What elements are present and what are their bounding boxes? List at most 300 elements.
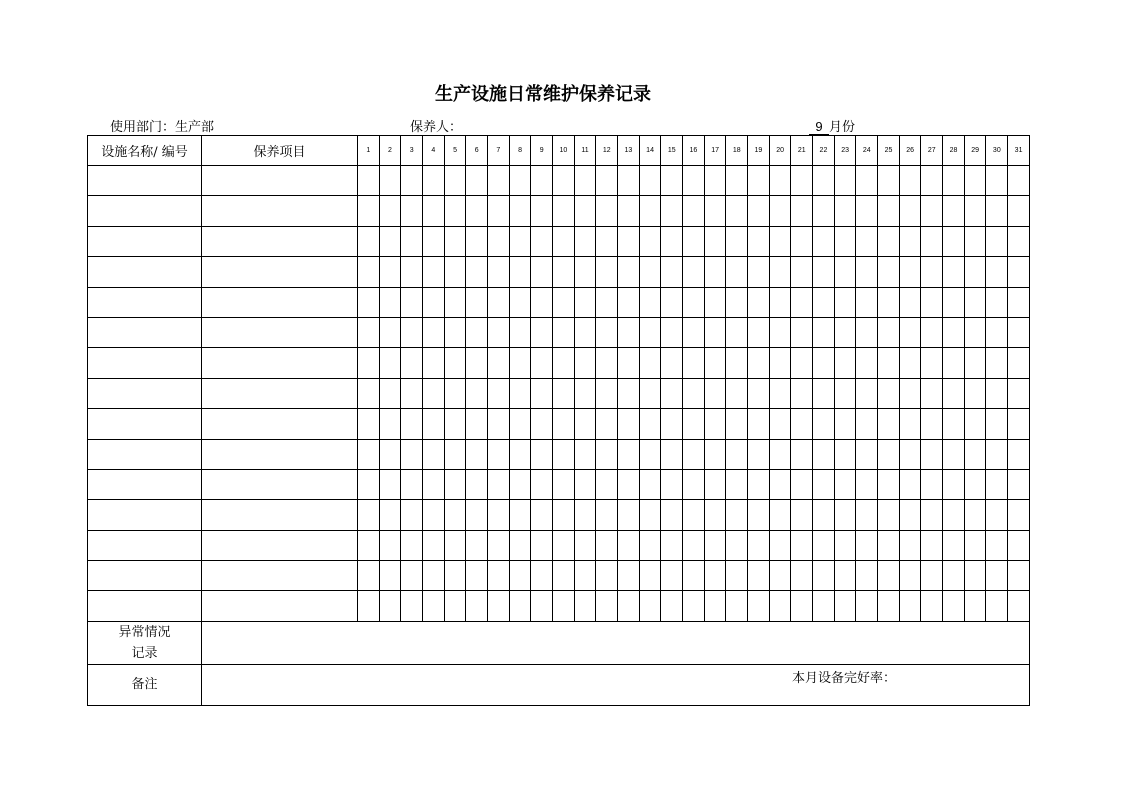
day-check-cell[interactable]	[943, 226, 965, 256]
day-check-cell[interactable]	[769, 500, 791, 530]
day-check-cell[interactable]	[444, 257, 466, 287]
day-check-cell[interactable]	[856, 378, 878, 408]
day-check-cell[interactable]	[964, 439, 986, 469]
day-check-cell[interactable]	[899, 287, 921, 317]
day-check-cell[interactable]	[596, 378, 618, 408]
day-check-cell[interactable]	[444, 348, 466, 378]
day-check-cell[interactable]	[683, 500, 705, 530]
day-check-cell[interactable]	[531, 226, 553, 256]
day-check-cell[interactable]	[423, 257, 445, 287]
day-check-cell[interactable]	[531, 166, 553, 196]
day-check-cell[interactable]	[618, 226, 640, 256]
day-check-cell[interactable]	[639, 348, 661, 378]
day-check-cell[interactable]	[878, 287, 900, 317]
day-check-cell[interactable]	[726, 257, 748, 287]
day-check-cell[interactable]	[531, 439, 553, 469]
day-check-cell[interactable]	[423, 591, 445, 621]
day-check-cell[interactable]	[379, 196, 401, 226]
day-check-cell[interactable]	[618, 166, 640, 196]
day-check-cell[interactable]	[899, 500, 921, 530]
day-check-cell[interactable]	[379, 591, 401, 621]
day-check-cell[interactable]	[921, 226, 943, 256]
day-check-cell[interactable]	[899, 257, 921, 287]
day-check-cell[interactable]	[834, 348, 856, 378]
day-check-cell[interactable]	[423, 348, 445, 378]
day-check-cell[interactable]	[726, 378, 748, 408]
day-check-cell[interactable]	[813, 591, 835, 621]
day-check-cell[interactable]	[574, 561, 596, 591]
day-check-cell[interactable]	[683, 166, 705, 196]
day-check-cell[interactable]	[401, 439, 423, 469]
day-check-cell[interactable]	[964, 530, 986, 560]
day-check-cell[interactable]	[509, 348, 531, 378]
day-check-cell[interactable]	[856, 469, 878, 499]
day-check-cell[interactable]	[943, 500, 965, 530]
day-check-cell[interactable]	[509, 409, 531, 439]
day-check-cell[interactable]	[596, 591, 618, 621]
day-check-cell[interactable]	[466, 196, 488, 226]
day-check-cell[interactable]	[423, 439, 445, 469]
day-check-cell[interactable]	[509, 257, 531, 287]
day-check-cell[interactable]	[856, 409, 878, 439]
day-check-cell[interactable]	[899, 166, 921, 196]
day-check-cell[interactable]	[748, 317, 770, 347]
day-check-cell[interactable]	[444, 530, 466, 560]
day-check-cell[interactable]	[574, 530, 596, 560]
remark-field[interactable]	[202, 664, 1030, 705]
day-check-cell[interactable]	[704, 561, 726, 591]
facility-name-cell[interactable]	[88, 196, 202, 226]
day-check-cell[interactable]	[899, 530, 921, 560]
day-check-cell[interactable]	[423, 561, 445, 591]
day-check-cell[interactable]	[488, 469, 510, 499]
day-check-cell[interactable]	[899, 561, 921, 591]
day-check-cell[interactable]	[661, 348, 683, 378]
day-check-cell[interactable]	[964, 287, 986, 317]
day-check-cell[interactable]	[899, 378, 921, 408]
day-check-cell[interactable]	[856, 196, 878, 226]
day-check-cell[interactable]	[856, 317, 878, 347]
day-check-cell[interactable]	[639, 166, 661, 196]
day-check-cell[interactable]	[661, 196, 683, 226]
day-check-cell[interactable]	[466, 287, 488, 317]
day-check-cell[interactable]	[726, 500, 748, 530]
day-check-cell[interactable]	[834, 500, 856, 530]
day-check-cell[interactable]	[791, 196, 813, 226]
facility-name-cell[interactable]	[88, 591, 202, 621]
day-check-cell[interactable]	[986, 257, 1008, 287]
day-check-cell[interactable]	[509, 561, 531, 591]
day-check-cell[interactable]	[596, 317, 618, 347]
day-check-cell[interactable]	[921, 378, 943, 408]
day-check-cell[interactable]	[488, 317, 510, 347]
day-check-cell[interactable]	[488, 561, 510, 591]
day-check-cell[interactable]	[899, 196, 921, 226]
day-check-cell[interactable]	[596, 409, 618, 439]
day-check-cell[interactable]	[596, 348, 618, 378]
day-check-cell[interactable]	[683, 257, 705, 287]
day-check-cell[interactable]	[704, 378, 726, 408]
maintenance-item-cell[interactable]	[202, 196, 358, 226]
day-check-cell[interactable]	[813, 500, 835, 530]
day-check-cell[interactable]	[661, 409, 683, 439]
day-check-cell[interactable]	[683, 591, 705, 621]
day-check-cell[interactable]	[509, 287, 531, 317]
day-check-cell[interactable]	[878, 439, 900, 469]
day-check-cell[interactable]	[531, 196, 553, 226]
day-check-cell[interactable]	[769, 530, 791, 560]
day-check-cell[interactable]	[574, 409, 596, 439]
day-check-cell[interactable]	[639, 500, 661, 530]
day-check-cell[interactable]	[791, 591, 813, 621]
day-check-cell[interactable]	[488, 287, 510, 317]
day-check-cell[interactable]	[791, 439, 813, 469]
day-check-cell[interactable]	[379, 287, 401, 317]
day-check-cell[interactable]	[726, 348, 748, 378]
day-check-cell[interactable]	[813, 469, 835, 499]
day-check-cell[interactable]	[813, 561, 835, 591]
maintenance-item-cell[interactable]	[202, 226, 358, 256]
day-check-cell[interactable]	[466, 530, 488, 560]
day-check-cell[interactable]	[509, 591, 531, 621]
day-check-cell[interactable]	[704, 591, 726, 621]
day-check-cell[interactable]	[553, 287, 575, 317]
day-check-cell[interactable]	[574, 500, 596, 530]
day-check-cell[interactable]	[531, 287, 553, 317]
day-check-cell[interactable]	[618, 257, 640, 287]
day-check-cell[interactable]	[379, 439, 401, 469]
day-check-cell[interactable]	[466, 257, 488, 287]
day-check-cell[interactable]	[791, 561, 813, 591]
day-check-cell[interactable]	[639, 469, 661, 499]
day-check-cell[interactable]	[921, 561, 943, 591]
day-check-cell[interactable]	[358, 500, 380, 530]
day-check-cell[interactable]	[769, 591, 791, 621]
day-check-cell[interactable]	[444, 591, 466, 621]
day-check-cell[interactable]	[986, 378, 1008, 408]
day-check-cell[interactable]	[553, 409, 575, 439]
day-check-cell[interactable]	[423, 226, 445, 256]
day-check-cell[interactable]	[704, 287, 726, 317]
maintenance-item-cell[interactable]	[202, 378, 358, 408]
day-check-cell[interactable]	[791, 409, 813, 439]
day-check-cell[interactable]	[596, 561, 618, 591]
day-check-cell[interactable]	[423, 317, 445, 347]
day-check-cell[interactable]	[596, 530, 618, 560]
day-check-cell[interactable]	[683, 409, 705, 439]
day-check-cell[interactable]	[423, 196, 445, 226]
day-check-cell[interactable]	[358, 409, 380, 439]
day-check-cell[interactable]	[834, 561, 856, 591]
day-check-cell[interactable]	[466, 348, 488, 378]
day-check-cell[interactable]	[661, 287, 683, 317]
day-check-cell[interactable]	[553, 317, 575, 347]
day-check-cell[interactable]	[834, 378, 856, 408]
day-check-cell[interactable]	[726, 469, 748, 499]
day-check-cell[interactable]	[683, 287, 705, 317]
day-check-cell[interactable]	[943, 287, 965, 317]
day-check-cell[interactable]	[813, 439, 835, 469]
day-check-cell[interactable]	[921, 196, 943, 226]
day-check-cell[interactable]	[423, 409, 445, 439]
maintenance-item-cell[interactable]	[202, 317, 358, 347]
day-check-cell[interactable]	[401, 591, 423, 621]
day-check-cell[interactable]	[921, 591, 943, 621]
day-check-cell[interactable]	[1008, 196, 1030, 226]
day-check-cell[interactable]	[986, 166, 1008, 196]
day-check-cell[interactable]	[1008, 500, 1030, 530]
day-check-cell[interactable]	[878, 226, 900, 256]
day-check-cell[interactable]	[769, 257, 791, 287]
day-check-cell[interactable]	[488, 439, 510, 469]
day-check-cell[interactable]	[531, 561, 553, 591]
day-check-cell[interactable]	[488, 591, 510, 621]
day-check-cell[interactable]	[466, 591, 488, 621]
day-check-cell[interactable]	[921, 409, 943, 439]
day-check-cell[interactable]	[596, 226, 618, 256]
maintenance-item-cell[interactable]	[202, 257, 358, 287]
day-check-cell[interactable]	[661, 530, 683, 560]
day-check-cell[interactable]	[769, 317, 791, 347]
day-check-cell[interactable]	[401, 317, 423, 347]
day-check-cell[interactable]	[748, 226, 770, 256]
facility-name-cell[interactable]	[88, 561, 202, 591]
day-check-cell[interactable]	[553, 439, 575, 469]
day-check-cell[interactable]	[704, 226, 726, 256]
day-check-cell[interactable]	[444, 469, 466, 499]
day-check-cell[interactable]	[596, 166, 618, 196]
day-check-cell[interactable]	[964, 317, 986, 347]
day-check-cell[interactable]	[488, 409, 510, 439]
day-check-cell[interactable]	[444, 409, 466, 439]
day-check-cell[interactable]	[813, 287, 835, 317]
day-check-cell[interactable]	[379, 166, 401, 196]
maintenance-item-cell[interactable]	[202, 469, 358, 499]
day-check-cell[interactable]	[639, 378, 661, 408]
day-check-cell[interactable]	[964, 196, 986, 226]
day-check-cell[interactable]	[813, 257, 835, 287]
day-check-cell[interactable]	[466, 166, 488, 196]
day-check-cell[interactable]	[813, 166, 835, 196]
day-check-cell[interactable]	[358, 166, 380, 196]
day-check-cell[interactable]	[574, 591, 596, 621]
day-check-cell[interactable]	[878, 409, 900, 439]
day-check-cell[interactable]	[986, 287, 1008, 317]
day-check-cell[interactable]	[596, 439, 618, 469]
day-check-cell[interactable]	[574, 166, 596, 196]
day-check-cell[interactable]	[986, 469, 1008, 499]
day-check-cell[interactable]	[943, 166, 965, 196]
day-check-cell[interactable]	[358, 561, 380, 591]
day-check-cell[interactable]	[618, 287, 640, 317]
day-check-cell[interactable]	[509, 226, 531, 256]
day-check-cell[interactable]	[401, 166, 423, 196]
day-check-cell[interactable]	[921, 530, 943, 560]
day-check-cell[interactable]	[834, 257, 856, 287]
day-check-cell[interactable]	[379, 378, 401, 408]
day-check-cell[interactable]	[813, 196, 835, 226]
day-check-cell[interactable]	[358, 196, 380, 226]
day-check-cell[interactable]	[1008, 469, 1030, 499]
day-check-cell[interactable]	[878, 469, 900, 499]
facility-name-cell[interactable]	[88, 409, 202, 439]
day-check-cell[interactable]	[813, 226, 835, 256]
day-check-cell[interactable]	[596, 196, 618, 226]
day-check-cell[interactable]	[444, 561, 466, 591]
day-check-cell[interactable]	[834, 469, 856, 499]
day-check-cell[interactable]	[618, 378, 640, 408]
day-check-cell[interactable]	[379, 409, 401, 439]
facility-name-cell[interactable]	[88, 166, 202, 196]
day-check-cell[interactable]	[748, 439, 770, 469]
day-check-cell[interactable]	[531, 257, 553, 287]
day-check-cell[interactable]	[856, 257, 878, 287]
day-check-cell[interactable]	[444, 226, 466, 256]
day-check-cell[interactable]	[444, 196, 466, 226]
facility-name-cell[interactable]	[88, 500, 202, 530]
day-check-cell[interactable]	[509, 196, 531, 226]
day-check-cell[interactable]	[596, 500, 618, 530]
day-check-cell[interactable]	[574, 196, 596, 226]
day-check-cell[interactable]	[791, 530, 813, 560]
day-check-cell[interactable]	[683, 196, 705, 226]
day-check-cell[interactable]	[531, 591, 553, 621]
day-check-cell[interactable]	[444, 439, 466, 469]
maintenance-item-cell[interactable]	[202, 500, 358, 530]
day-check-cell[interactable]	[358, 469, 380, 499]
day-check-cell[interactable]	[986, 500, 1008, 530]
day-check-cell[interactable]	[618, 409, 640, 439]
day-check-cell[interactable]	[921, 257, 943, 287]
day-check-cell[interactable]	[488, 500, 510, 530]
day-check-cell[interactable]	[358, 439, 380, 469]
day-check-cell[interactable]	[553, 591, 575, 621]
day-check-cell[interactable]	[358, 287, 380, 317]
day-check-cell[interactable]	[574, 469, 596, 499]
day-check-cell[interactable]	[466, 561, 488, 591]
day-check-cell[interactable]	[986, 196, 1008, 226]
day-check-cell[interactable]	[379, 500, 401, 530]
facility-name-cell[interactable]	[88, 257, 202, 287]
day-check-cell[interactable]	[466, 469, 488, 499]
day-check-cell[interactable]	[704, 409, 726, 439]
day-check-cell[interactable]	[726, 166, 748, 196]
day-check-cell[interactable]	[661, 317, 683, 347]
day-check-cell[interactable]	[509, 317, 531, 347]
day-check-cell[interactable]	[444, 166, 466, 196]
day-check-cell[interactable]	[401, 378, 423, 408]
day-check-cell[interactable]	[531, 530, 553, 560]
day-check-cell[interactable]	[488, 257, 510, 287]
day-check-cell[interactable]	[466, 409, 488, 439]
day-check-cell[interactable]	[704, 196, 726, 226]
day-check-cell[interactable]	[661, 561, 683, 591]
day-check-cell[interactable]	[986, 439, 1008, 469]
maintenance-item-cell[interactable]	[202, 439, 358, 469]
day-check-cell[interactable]	[531, 469, 553, 499]
day-check-cell[interactable]	[358, 530, 380, 560]
month-value[interactable]: 9	[809, 119, 829, 135]
day-check-cell[interactable]	[943, 530, 965, 560]
day-check-cell[interactable]	[531, 317, 553, 347]
day-check-cell[interactable]	[531, 409, 553, 439]
facility-name-cell[interactable]	[88, 530, 202, 560]
day-check-cell[interactable]	[943, 348, 965, 378]
day-check-cell[interactable]	[986, 317, 1008, 347]
day-check-cell[interactable]	[791, 500, 813, 530]
day-check-cell[interactable]	[618, 591, 640, 621]
day-check-cell[interactable]	[943, 257, 965, 287]
day-check-cell[interactable]	[358, 378, 380, 408]
day-check-cell[interactable]	[878, 348, 900, 378]
day-check-cell[interactable]	[1008, 257, 1030, 287]
maintenance-item-cell[interactable]	[202, 530, 358, 560]
day-check-cell[interactable]	[574, 287, 596, 317]
day-check-cell[interactable]	[401, 226, 423, 256]
day-check-cell[interactable]	[358, 591, 380, 621]
day-check-cell[interactable]	[401, 561, 423, 591]
day-check-cell[interactable]	[618, 500, 640, 530]
day-check-cell[interactable]	[509, 530, 531, 560]
maintenance-item-cell[interactable]	[202, 348, 358, 378]
day-check-cell[interactable]	[661, 591, 683, 621]
day-check-cell[interactable]	[466, 439, 488, 469]
day-check-cell[interactable]	[726, 226, 748, 256]
day-check-cell[interactable]	[943, 439, 965, 469]
day-check-cell[interactable]	[899, 469, 921, 499]
day-check-cell[interactable]	[769, 439, 791, 469]
day-check-cell[interactable]	[466, 226, 488, 256]
day-check-cell[interactable]	[423, 287, 445, 317]
day-check-cell[interactable]	[791, 348, 813, 378]
day-check-cell[interactable]	[488, 530, 510, 560]
facility-name-cell[interactable]	[88, 348, 202, 378]
day-check-cell[interactable]	[704, 317, 726, 347]
day-check-cell[interactable]	[1008, 378, 1030, 408]
day-check-cell[interactable]	[639, 196, 661, 226]
maintenance-item-cell[interactable]	[202, 409, 358, 439]
day-check-cell[interactable]	[921, 287, 943, 317]
day-check-cell[interactable]	[856, 348, 878, 378]
day-check-cell[interactable]	[466, 500, 488, 530]
day-check-cell[interactable]	[856, 439, 878, 469]
day-check-cell[interactable]	[769, 348, 791, 378]
day-check-cell[interactable]	[769, 287, 791, 317]
day-check-cell[interactable]	[488, 348, 510, 378]
day-check-cell[interactable]	[618, 348, 640, 378]
day-check-cell[interactable]	[639, 409, 661, 439]
day-check-cell[interactable]	[553, 166, 575, 196]
day-check-cell[interactable]	[726, 287, 748, 317]
day-check-cell[interactable]	[921, 500, 943, 530]
day-check-cell[interactable]	[509, 500, 531, 530]
day-check-cell[interactable]	[769, 409, 791, 439]
day-check-cell[interactable]	[704, 500, 726, 530]
day-check-cell[interactable]	[748, 196, 770, 226]
day-check-cell[interactable]	[661, 257, 683, 287]
day-check-cell[interactable]	[943, 469, 965, 499]
day-check-cell[interactable]	[878, 530, 900, 560]
day-check-cell[interactable]	[466, 378, 488, 408]
day-check-cell[interactable]	[704, 348, 726, 378]
day-check-cell[interactable]	[834, 196, 856, 226]
day-check-cell[interactable]	[574, 257, 596, 287]
day-check-cell[interactable]	[748, 409, 770, 439]
day-check-cell[interactable]	[509, 439, 531, 469]
day-check-cell[interactable]	[553, 378, 575, 408]
day-check-cell[interactable]	[791, 469, 813, 499]
day-check-cell[interactable]	[683, 226, 705, 256]
